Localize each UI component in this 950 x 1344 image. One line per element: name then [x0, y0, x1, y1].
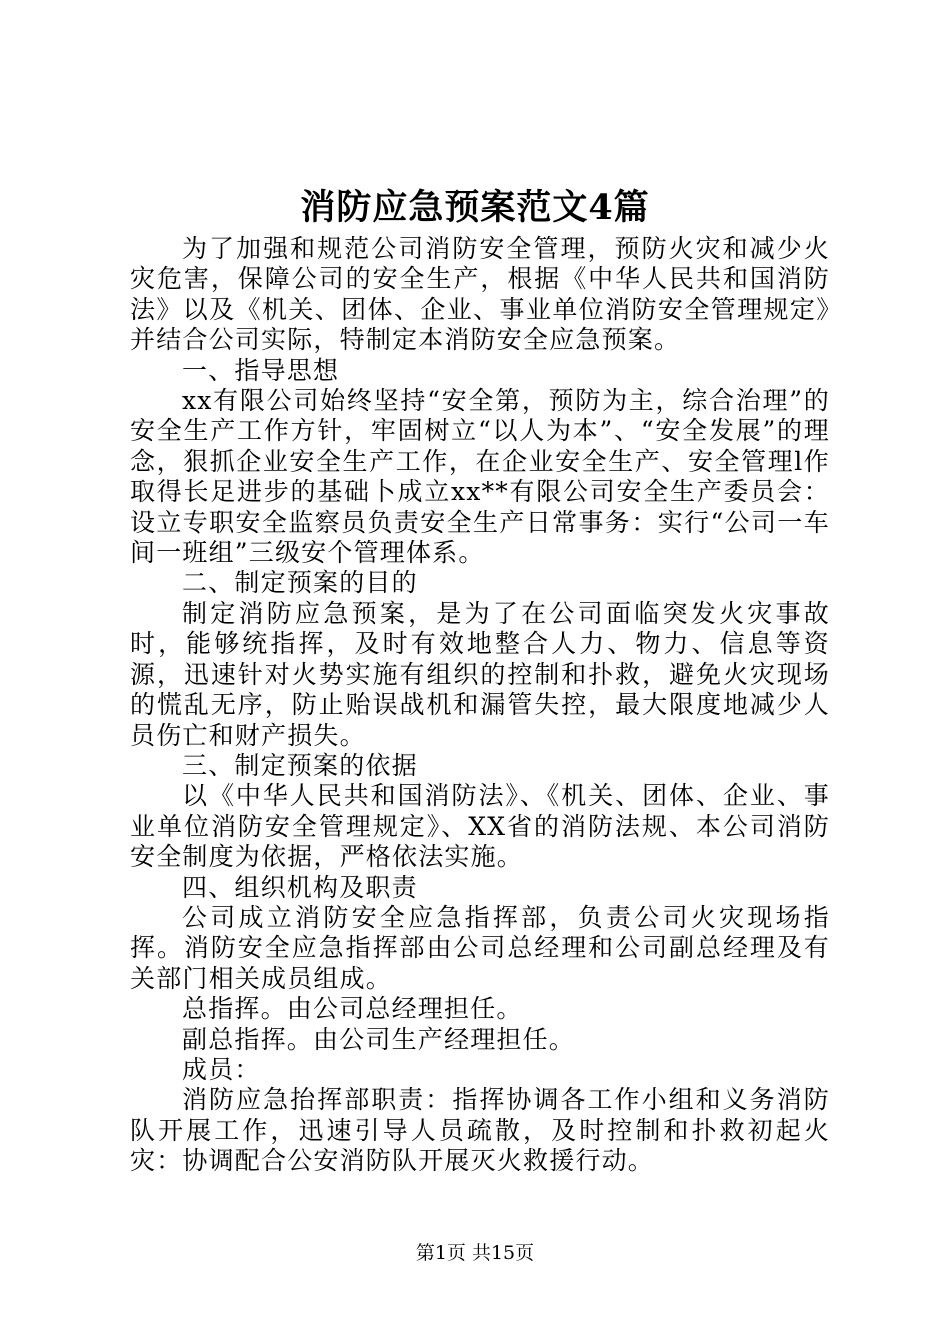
section-heading-organization: 四、组织机构及职责: [182, 872, 418, 902]
document-body: [130, 234, 830, 1177]
document-title: 消防应急预案范文4篇: [300, 187, 650, 228]
purpose-paragraph: 制定消防应急预案，是为了在公司面临突发火灾事故时，能够统指挥，及时有效地整合人力、物力、信息等资源，迅速针对火势实施有组织的控制和扑救，避免火灾现场的慌乱无序，防止贻误战机和漏管失控，最大限度地减少人员伤亡和财产损失。: [130, 598, 830, 750]
section-heading-guiding-ideology: 一、指导思想: [182, 355, 340, 385]
section-heading-basis: 三、制定预案的依据: [182, 750, 418, 780]
basis-paragraph: 以《中华人民共和国消防法》、《机关、团体、企业、事业单位消防安全管理规定》、XX省的消防法规、本公司消防安全制度为依据，严格依法实施。: [130, 781, 830, 872]
commander-line: 总指挥。由公司总经理担任。: [182, 994, 523, 1024]
section-heading-purpose: 二、制定预案的目的: [182, 568, 418, 598]
guiding-ideology-paragraph: xx有限公司始终坚持“安全第，预防为主，综合治理”的安全生产工作方针，牢固树立“以人为本”、“安全发展”的理念，狠抓企业安全生产工作，在企业安全生产、安全管理l作取得长足进步的基础卜成立xx**有限公司安全生产委员会：设立专职安全监察员负责安全生产日常事务：实行“公司一车间一班组”三级安个管理体系。: [130, 386, 830, 568]
page-number-footer: 第1页 共15页: [415, 1242, 535, 1264]
organization-paragraph: 公司成立消防安全应急指挥部，负责公司火灾现场指挥。消防安全应急指挥部由公司总经理和公司副总经理及有关部门相关成员组成。: [130, 902, 830, 993]
headquarters-duties-paragraph: 消防应急抬挥部职责：指挥协调各工作小组和义务消防队开展工作，迅速引导人员疏散，及时控制和扑救初起火灾：协调配合公安消防队开展灭火救援行动。: [130, 1085, 830, 1176]
intro-paragraph: 为了加强和规范公司消防安全管理，预防火灾和减少火灾危害，保障公司的安全生产，根据《中华人民共和国消防法》以及《机关、团体、企业、事业单位消防安全管理规定》并结合公司实际，特制定本消防安全应急预案。: [130, 234, 830, 355]
deputy-commander-line: 副总指挥。由公司生产经理担任。: [182, 1024, 576, 1054]
members-line: 成员：: [182, 1054, 261, 1084]
